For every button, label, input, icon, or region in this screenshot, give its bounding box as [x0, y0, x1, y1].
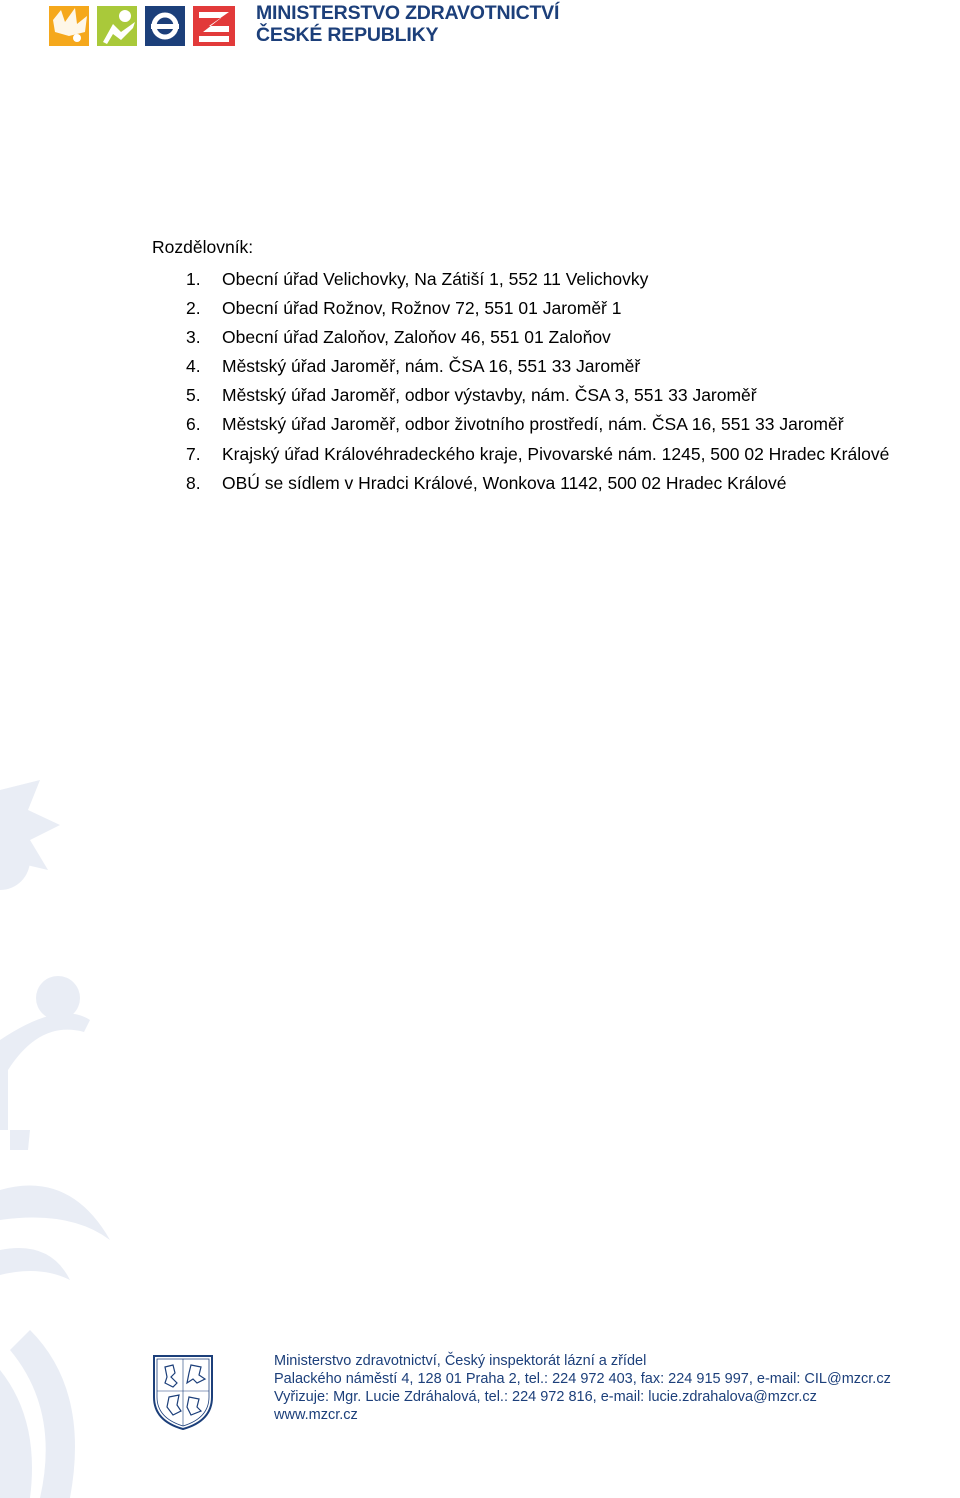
list-item — [152, 410, 960, 439]
decorative-watermark-icon — [0, 770, 140, 1498]
list-item-number: 1. — [186, 269, 201, 289]
footer-address: Palackého náměstí 4, 128 01 Praha 2, tel.: 224 972 403, fax: 224 915 997, e-mail: CIL@mzcr.cz — [274, 1371, 891, 1387]
state-emblem-icon — [151, 1353, 215, 1431]
list-item — [152, 440, 960, 469]
list-item-number: 4. — [186, 356, 201, 377]
list-item — [152, 381, 960, 410]
ministry-logo-mark-icon — [49, 2, 237, 48]
list-item-number: 7. — [186, 443, 201, 464]
list-item-text: Městský úřad Jaroměř, nám. ČSA 16, 551 33 Jaroměř — [222, 356, 641, 377]
footer-institution: Ministerstvo zdravotnictví, Český inspektorát lázní a zřídel — [274, 1353, 647, 1369]
footer-contact-person: Vyřizuje: Mgr. Lucie Zdráhalová, tel.: 224 972 816, e-mail: lucie.zdrahalova@mzcr.cz — [274, 1389, 817, 1405]
list-item-number: 2. — [186, 298, 201, 319]
list-item-text: Městský úřad Jaroměř, odbor životního prostředí, nám. ČSA 16, 551 33 Jaroměř — [222, 414, 844, 435]
list-item-text: Obecní úřad Rožnov, Rožnov 72, 551 01 Jaroměř 1 — [222, 298, 622, 319]
list-item — [152, 265, 960, 294]
list-item-text: Krajský úřad Královéhradeckého kraje, Pivovarské nám. 1245, 500 02 Hradec Králové — [222, 443, 890, 464]
logo-line-2: ČESKÉ REPUBLIKY — [256, 24, 439, 46]
list-item — [152, 323, 960, 352]
list-item-text: Obecní úřad Zaloňov, Zaloňov 46, 551 01 Zaloňov — [222, 327, 611, 348]
list-item-number: 5. — [186, 385, 201, 406]
list-item-text: Městský úřad Jaroměř, odbor výstavby, nám. ČSA 3, 551 33 Jaroměř — [222, 385, 757, 406]
list-item-number: 3. — [186, 327, 201, 348]
list-item — [152, 352, 960, 381]
logo-line-1: MINISTERSTVO ZDRAVOTNICTVÍ — [256, 2, 560, 24]
list-item-number: 6. — [186, 414, 201, 435]
list-item-text: Obecní úřad Velichovky, Na Zátiší 1, 552 11 Velichovky — [222, 269, 649, 289]
list-item — [152, 469, 960, 498]
list-item-text: OBÚ se sídlem v Hradci Králové, Wonkova 1142, 500 02 Hradec Králové — [222, 472, 787, 493]
footer-contact — [274, 1352, 891, 1424]
distribution-heading: Rozdělovník: — [152, 237, 254, 257]
list-item-number: 8. — [186, 472, 201, 493]
list-item — [152, 294, 960, 323]
footer-website-link[interactable]: www.mzcr.cz — [274, 1407, 358, 1423]
ministry-name — [256, 2, 559, 46]
distribution-list-section — [152, 236, 960, 498]
distribution-list — [152, 265, 960, 498]
ministry-logo — [49, 2, 560, 48]
